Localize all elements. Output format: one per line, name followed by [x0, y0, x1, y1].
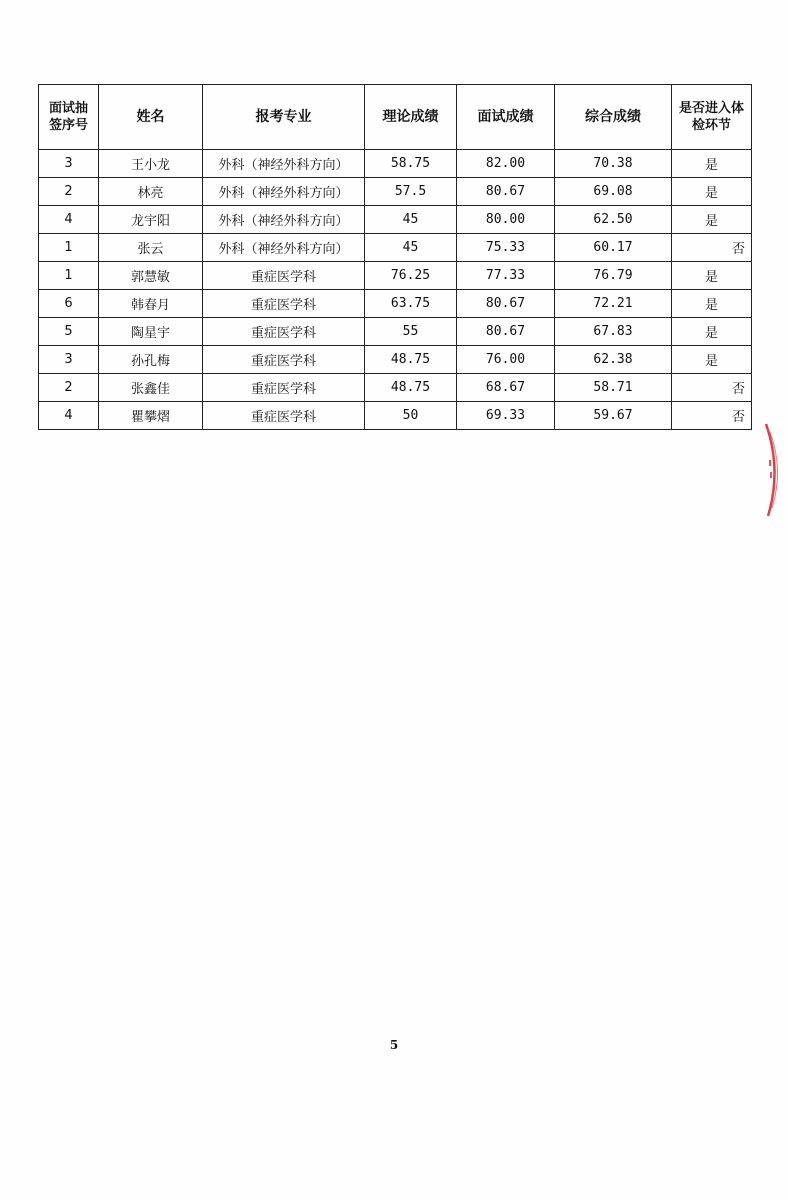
cell-physical: 是 — [672, 262, 752, 290]
cell-draw-no: 1 — [39, 262, 99, 290]
cell-physical: 否 — [672, 234, 752, 262]
cell-theory: 50 — [365, 402, 457, 430]
header-interview: 面试成绩 — [457, 85, 555, 150]
cell-physical: 否 — [672, 402, 752, 430]
cell-interview: 80.67 — [457, 178, 555, 206]
cell-major: 外科（神经外科方向） — [203, 150, 365, 178]
cell-interview: 80.00 — [457, 206, 555, 234]
header-draw-no: 面试抽签序号 — [39, 85, 99, 150]
table-row — [39, 206, 752, 234]
header-total: 综合成绩 — [555, 85, 672, 150]
cell-major: 重症医学科 — [203, 262, 365, 290]
cell-physical: 否 — [672, 374, 752, 402]
cell-name: 陶星宇 — [99, 318, 203, 346]
cell-major: 外科（神经外科方向） — [203, 206, 365, 234]
cell-interview: 77.33 — [457, 262, 555, 290]
cell-name: 王小龙 — [99, 150, 203, 178]
cell-draw-no: 4 — [39, 206, 99, 234]
cell-name: 瞿攀熠 — [99, 402, 203, 430]
cell-theory: 45 — [365, 234, 457, 262]
cell-theory: 48.75 — [365, 374, 457, 402]
table-row — [39, 150, 752, 178]
red-seal-fragment — [760, 420, 788, 520]
table-row — [39, 318, 752, 346]
table-row — [39, 374, 752, 402]
cell-theory: 76.25 — [365, 262, 457, 290]
table-row — [39, 262, 752, 290]
cell-theory: 55 — [365, 318, 457, 346]
cell-draw-no: 3 — [39, 150, 99, 178]
cell-major: 重症医学科 — [203, 402, 365, 430]
cell-theory: 58.75 — [365, 150, 457, 178]
header-major: 报考专业 — [203, 85, 365, 150]
header-theory: 理论成绩 — [365, 85, 457, 150]
header-physical: 是否进入体检环节 — [672, 85, 752, 150]
cell-total: 62.50 — [555, 206, 672, 234]
table-row — [39, 178, 752, 206]
cell-major: 重症医学科 — [203, 290, 365, 318]
cell-physical: 是 — [672, 290, 752, 318]
cell-interview: 80.67 — [457, 290, 555, 318]
cell-draw-no: 3 — [39, 346, 99, 374]
cell-total: 72.21 — [555, 290, 672, 318]
cell-name: 郭慧敏 — [99, 262, 203, 290]
cell-draw-no: 5 — [39, 318, 99, 346]
cell-theory: 57.5 — [365, 178, 457, 206]
cell-physical: 是 — [672, 346, 752, 374]
cell-total: 70.38 — [555, 150, 672, 178]
score-table — [38, 84, 752, 430]
cell-total: 69.08 — [555, 178, 672, 206]
cell-interview: 80.67 — [457, 318, 555, 346]
cell-major: 外科（神经外科方向） — [203, 178, 365, 206]
cell-total: 67.83 — [555, 318, 672, 346]
cell-name: 韩春月 — [99, 290, 203, 318]
cell-name: 龙宇阳 — [99, 206, 203, 234]
cell-interview: 82.00 — [457, 150, 555, 178]
table-row — [39, 290, 752, 318]
cell-total: 62.38 — [555, 346, 672, 374]
table-row — [39, 346, 752, 374]
cell-major: 外科（神经外科方向） — [203, 234, 365, 262]
cell-total: 76.79 — [555, 262, 672, 290]
cell-draw-no: 2 — [39, 374, 99, 402]
cell-physical: 是 — [672, 150, 752, 178]
cell-interview: 69.33 — [457, 402, 555, 430]
cell-name: 孙孔梅 — [99, 346, 203, 374]
cell-interview: 76.00 — [457, 346, 555, 374]
cell-theory: 45 — [365, 206, 457, 234]
cell-draw-no: 4 — [39, 402, 99, 430]
cell-interview: 68.67 — [457, 374, 555, 402]
cell-physical: 是 — [672, 206, 752, 234]
cell-total: 59.67 — [555, 402, 672, 430]
page-number: 5 — [389, 1038, 399, 1052]
cell-interview: 75.33 — [457, 234, 555, 262]
table-header-row — [39, 85, 752, 150]
table-row — [39, 234, 752, 262]
cell-total: 60.17 — [555, 234, 672, 262]
cell-name: 张云 — [99, 234, 203, 262]
cell-draw-no: 2 — [39, 178, 99, 206]
cell-physical: 是 — [672, 318, 752, 346]
table-row — [39, 402, 752, 430]
table-body — [39, 150, 752, 430]
cell-draw-no: 6 — [39, 290, 99, 318]
cell-theory: 63.75 — [365, 290, 457, 318]
cell-draw-no: 1 — [39, 234, 99, 262]
cell-major: 重症医学科 — [203, 346, 365, 374]
cell-name: 张鑫佳 — [99, 374, 203, 402]
cell-major: 重症医学科 — [203, 374, 365, 402]
cell-theory: 48.75 — [365, 346, 457, 374]
cell-major: 重症医学科 — [203, 318, 365, 346]
cell-total: 58.71 — [555, 374, 672, 402]
cell-name: 林亮 — [99, 178, 203, 206]
cell-physical: 是 — [672, 178, 752, 206]
header-name: 姓名 — [99, 85, 203, 150]
